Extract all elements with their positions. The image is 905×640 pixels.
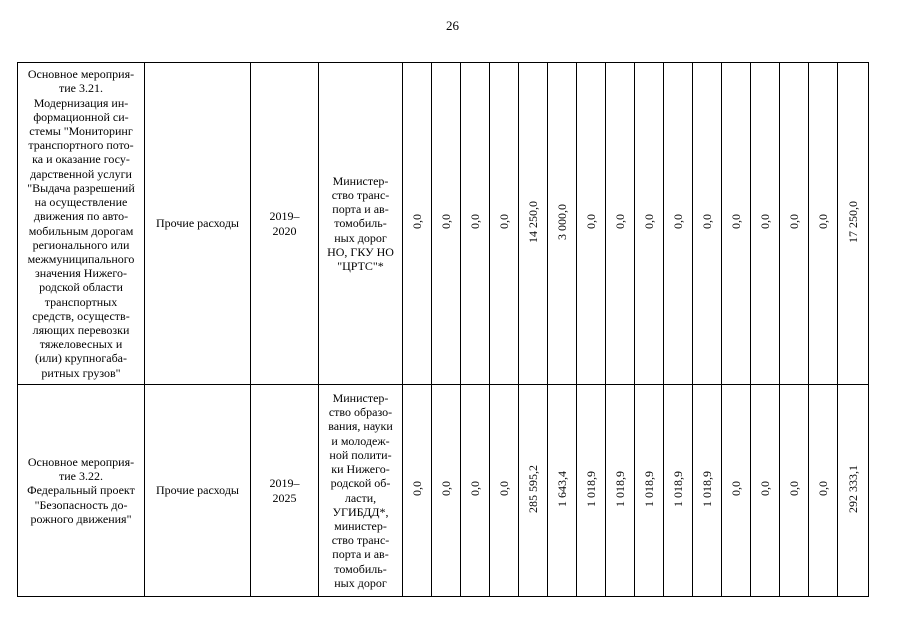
funding-value-cell — [403, 385, 432, 597]
funding-value-cell — [635, 385, 664, 597]
table-row — [18, 385, 869, 597]
funding-value: 0,0 — [816, 481, 830, 497]
funding-value-cell — [664, 63, 693, 385]
table-row — [18, 63, 869, 385]
funding-value: 1 018,9 — [700, 470, 714, 507]
funding-value-cell — [693, 385, 722, 597]
expense-type: Прочие расходы — [156, 483, 239, 498]
funding-value: 0,0 — [613, 214, 627, 230]
funding-value-cell — [490, 63, 519, 385]
funding-value-cell — [664, 385, 693, 597]
executor: Министер- ство транс- порта и ав- томобиль- ных дорог НО, ГКУ НО "ЦРТС"* — [327, 173, 394, 273]
funding-value: 0,0 — [439, 214, 453, 230]
funding-value-cell — [751, 63, 780, 385]
funding-value-cell — [635, 63, 664, 385]
funding-value-cell — [432, 63, 461, 385]
funding-value: 0,0 — [729, 214, 743, 230]
funding-value: 0,0 — [410, 214, 424, 230]
funding-value: 0,0 — [468, 481, 482, 497]
funding-value-cell — [490, 385, 519, 597]
funding-value-cell — [693, 63, 722, 385]
funding-total: 17 250,0 — [846, 200, 860, 243]
funding-value-cell — [780, 385, 809, 597]
event-name-cell — [18, 63, 145, 385]
event-name: Основное мероприя- тие 3.21. Модернизация ин- формационной си- стемы "Мониторинг транспортного пото- ка и оказание госу- дарственной услуги "Выдача разрешений на осуществление движения по авто- мобильным дорогам регионального или межмуниципального значения Нижего- родской области транспортных средств, осуществ- ляющих перевозки тяжеловесных и (или) крупногаба- ритных грузов" — [27, 67, 135, 380]
budget-table — [17, 62, 869, 597]
funding-value-cell — [461, 385, 490, 597]
period-cell — [251, 385, 319, 597]
funding-value-cell — [751, 385, 780, 597]
funding-value-cell — [519, 63, 548, 385]
funding-value: 0,0 — [410, 481, 424, 497]
funding-value-cell — [809, 385, 838, 597]
funding-value: 1 018,9 — [642, 470, 656, 507]
funding-value: 0,0 — [671, 214, 685, 230]
funding-value-cell — [606, 63, 635, 385]
expense-type-cell — [145, 385, 251, 597]
funding-value-cell — [606, 385, 635, 597]
funding-value-cell — [577, 385, 606, 597]
funding-total-cell — [838, 63, 869, 385]
funding-value: 0,0 — [584, 214, 598, 230]
funding-value: 14 250,0 — [526, 200, 540, 243]
executor-cell — [319, 63, 403, 385]
funding-value: 1 018,9 — [584, 470, 598, 507]
funding-value-cell — [548, 385, 577, 597]
funding-value-cell — [722, 385, 751, 597]
executor: Министер- ство образо- вания, науки и молодеж- ной полити- ки Нижего- родской об- ласти, УГИБДД*, министер- ство транс- порта и ав- томобиль- ных дорог — [328, 391, 393, 590]
expense-type-cell — [145, 63, 251, 385]
event-name-cell — [18, 385, 145, 597]
funding-value: 0,0 — [439, 481, 453, 497]
funding-value: 0,0 — [729, 481, 743, 497]
funding-value: 1 643,4 — [555, 470, 569, 507]
funding-total: 292 333,1 — [846, 464, 860, 513]
funding-value: 0,0 — [758, 214, 772, 230]
funding-value-cell — [403, 63, 432, 385]
funding-value-cell — [432, 385, 461, 597]
period-cell — [251, 63, 319, 385]
funding-value: 0,0 — [497, 214, 511, 230]
funding-value-cell — [577, 63, 606, 385]
funding-value: 1 018,9 — [613, 470, 627, 507]
expense-type: Прочие расходы — [156, 216, 239, 231]
funding-value: 0,0 — [468, 214, 482, 230]
funding-total-cell — [838, 385, 869, 597]
funding-value: 0,0 — [700, 214, 714, 230]
funding-value-cell — [722, 63, 751, 385]
page-number: 26 — [446, 18, 459, 33]
funding-value-cell — [461, 63, 490, 385]
funding-value: 0,0 — [787, 481, 801, 497]
funding-value-cell — [548, 63, 577, 385]
funding-value-cell — [780, 63, 809, 385]
funding-value: 0,0 — [642, 214, 656, 230]
period: 2019– 2025 — [269, 476, 300, 505]
funding-value: 3 000,0 — [555, 203, 569, 240]
funding-value: 0,0 — [816, 214, 830, 230]
funding-value: 1 018,9 — [671, 470, 685, 507]
funding-value-cell — [519, 385, 548, 597]
funding-value: 0,0 — [787, 214, 801, 230]
executor-cell — [319, 385, 403, 597]
funding-value: 285 595,2 — [526, 464, 540, 513]
funding-value: 0,0 — [758, 481, 772, 497]
event-name: Основное мероприя- тие 3.22. Федеральный проект "Безопасность до- рожного движения" — [27, 454, 135, 526]
period: 2019– 2020 — [269, 209, 300, 238]
funding-value-cell — [809, 63, 838, 385]
funding-value: 0,0 — [497, 481, 511, 497]
